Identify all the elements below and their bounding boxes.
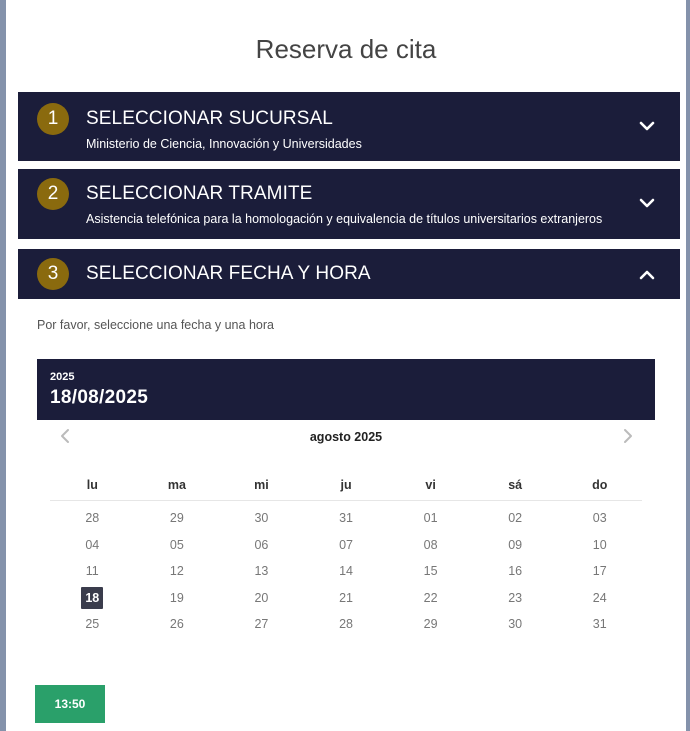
calendar-day[interactable]: 23 (508, 590, 523, 605)
step-title: SELECCIONAR SUCURSAL (86, 108, 333, 129)
calendar-week-row (50, 558, 642, 585)
calendar-day[interactable]: 15 (423, 564, 438, 579)
step-select-procedure[interactable] (18, 169, 680, 239)
chevron-down-icon[interactable] (638, 197, 656, 209)
weekday-label: mi (254, 478, 269, 492)
calendar-day[interactable]: 24 (592, 590, 607, 605)
calendar-day[interactable]: 06 (254, 537, 269, 552)
calendar-day[interactable]: 29 (169, 511, 184, 526)
calendar-week-row (50, 585, 642, 612)
step-subtitle: Ministerio de Ciencia, Innovación y Universidades (86, 137, 362, 151)
weekday-label: sá (508, 478, 523, 492)
calendar-day[interactable]: 20 (254, 590, 269, 605)
calendar-selected-date: 18/08/2025 (50, 387, 149, 408)
calendar-day[interactable]: 30 (254, 511, 269, 526)
calendar-day[interactable]: 16 (508, 564, 523, 579)
instruction-text: Por favor, seleccione una fecha y una hora (37, 318, 274, 332)
calendar-day[interactable]: 30 (508, 617, 523, 632)
weekday-label: vi (425, 478, 436, 492)
calendar-day[interactable]: 01 (423, 511, 438, 526)
calendar-day[interactable]: 25 (85, 617, 100, 632)
step-title: SELECCIONAR TRAMITE (86, 183, 313, 204)
step-title: SELECCIONAR FECHA Y HORA (86, 263, 371, 284)
step-select-branch[interactable] (18, 92, 680, 161)
weekday-label: ju (340, 478, 352, 492)
calendar-day[interactable]: 28 (339, 617, 353, 632)
step-subtitle: Asistencia telefónica para la homologación y equivalencia de títulos universitarios extranjeros (86, 212, 603, 226)
calendar-day[interactable]: 11 (85, 564, 99, 579)
step-number-badge: 2 (37, 178, 69, 210)
weekday-label: lu (86, 478, 98, 492)
calendar-day[interactable]: 04 (85, 537, 100, 552)
calendar-day-selected[interactable]: 18 (50, 585, 135, 612)
chevron-down-icon[interactable] (638, 120, 656, 132)
calendar-day[interactable]: 19 (169, 590, 184, 605)
calendar-day[interactable]: 28 (85, 511, 100, 526)
calendar-week-row (50, 611, 642, 638)
calendar-day[interactable]: 21 (339, 590, 353, 605)
calendar-day[interactable]: 10 (592, 537, 607, 552)
calendar-year[interactable]: 2025 (50, 371, 75, 383)
calendar-day[interactable]: 02 (508, 511, 523, 526)
calendar-day[interactable]: 05 (169, 537, 184, 552)
calendar-day[interactable]: 17 (592, 564, 607, 579)
calendar-day[interactable]: 12 (169, 564, 184, 579)
calendar-day[interactable]: 03 (592, 511, 607, 526)
chevron-right-icon[interactable] (621, 428, 635, 444)
weekday-label: ma (167, 478, 186, 492)
calendar-day[interactable]: 29 (423, 617, 438, 632)
calendar-day[interactable]: 14 (339, 564, 353, 579)
calendar-month-label: agosto 2025 (309, 430, 383, 444)
calendar-day[interactable]: 07 (339, 537, 353, 552)
page-title: Reserva de cita (255, 34, 437, 64)
calendar-week-row (50, 505, 642, 532)
calendar-grid (50, 470, 642, 638)
calendar-day[interactable]: 31 (339, 511, 353, 526)
time-slot-button[interactable]: 13:50 (35, 685, 105, 723)
chevron-up-icon[interactable] (638, 269, 656, 281)
weekday-label: do (592, 478, 608, 492)
calendar-day[interactable]: 13 (254, 564, 269, 579)
calendar-day[interactable]: 09 (508, 537, 523, 552)
step-number-badge: 3 (37, 258, 69, 290)
step-number-badge: 1 (37, 103, 69, 135)
calendar-day[interactable]: 26 (169, 617, 184, 632)
calendar-day[interactable]: 22 (423, 590, 438, 605)
calendar-week-row (50, 532, 642, 559)
calendar-day[interactable]: 31 (592, 617, 607, 632)
calendar-day[interactable]: 27 (254, 617, 269, 632)
weekday-header-row (50, 470, 642, 501)
booking-panel (6, 0, 686, 731)
calendar-header (37, 359, 655, 420)
step-select-date-time[interactable] (18, 249, 680, 299)
calendar-day[interactable]: 08 (423, 537, 438, 552)
